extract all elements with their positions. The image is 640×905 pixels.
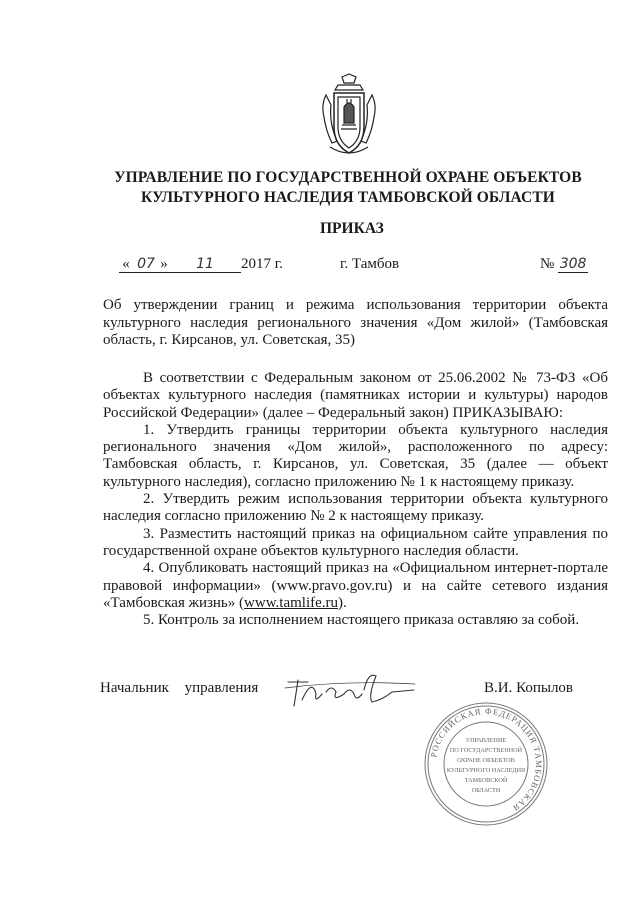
tamlife-link[interactable]: www.tamlife.ru	[244, 594, 339, 611]
tambov-coat-of-arms-icon	[320, 73, 378, 159]
signatory-name: В.И. Копылов	[484, 680, 574, 696]
signatory-position: Начальник управления	[100, 680, 259, 696]
date-open-quote: «	[119, 257, 133, 273]
agency-title-line-2: КУЛЬТУРНОГО НАСЛЕДИЯ ТАМБОВСКОЙ ОБЛАСТИ	[141, 189, 555, 206]
order-item-5: 5. Контроль за исполнением настоящего приказа оставляю за собой.	[143, 612, 580, 629]
order-item-4-text: 4. Опубликовать настоящий приказ на «Официальном интернет-портале правовой информации» (www.pravo.gov.ru) и на сайте сетевого издания «Тамбовская жизнь» (	[103, 560, 608, 611]
date-close-quote: »	[160, 256, 168, 272]
seal-line-6: ОБЛАСТИ	[471, 787, 501, 794]
order-number-value: 308	[559, 256, 587, 272]
seal-ring-text: РОССИЙСКАЯ ФЕДЕРАЦИЯ ТАМБОВСКАЯ	[428, 705, 545, 814]
date-year: 2017 г.	[241, 256, 283, 272]
order-item-4-end: ).	[338, 594, 347, 611]
official-seal	[422, 700, 550, 828]
date-day: 07	[133, 257, 159, 273]
agency-title	[98, 168, 598, 208]
order-date	[119, 256, 283, 273]
order-item-2: 2. Утвердить режим использования территории объекта культурного наследия согласно приложению № 2 к настоящему приказу.	[103, 491, 608, 525]
seal-line-4: КУЛЬТУРНОГО НАСЛЕДИЯ	[446, 767, 526, 774]
handwritten-signature	[280, 670, 430, 710]
agency-title-line-1: УПРАВЛЕНИЕ ПО ГОСУДАРСТВЕННОЙ ОХРАНЕ ОБЪЕКТОВ	[114, 169, 582, 186]
order-subject: Об утверждении границ и режима использования территории объекта культурного наследия регионального значения «Дом жилой» (Тамбовская область, г. Кирсанов, ул. Советская, 35)	[103, 297, 608, 348]
order-item-1: 1. Утвердить границы территории объекта культурного наследия регионального значения «Дом жилой», расположенного по адресу: Тамбовская область, г. Кирсанов, ул. Советская, 35 (далее — объект культурного наследия), согласно приложению № 1 к настоящему приказу.	[103, 421, 608, 490]
seal-line-5: ТАМБОВСКОЙ	[464, 777, 508, 784]
order-number-label: №	[540, 256, 555, 272]
order-preamble: В соответствии с Федеральным законом от 25.06.2002 № 73-ФЗ «Об объектах культурного наследия (памятниках истории и культуры) народов Российской Федерации» (далее – Федеральный закон) ПРИКАЗЫВАЮ:	[103, 370, 608, 421]
order-item-3: 3. Разместить настоящий приказ на официальном сайте управления по государственной охране объектов культурного наследия области.	[103, 525, 608, 559]
date-month: 11	[169, 257, 241, 273]
order-body	[103, 370, 608, 629]
order-number	[540, 256, 588, 273]
order-city: г. Тамбов	[340, 256, 400, 272]
order-item-4	[103, 560, 608, 612]
seal-line-1: УПРАВЛЕНИЕ	[465, 737, 507, 744]
document-type: ПРИКАЗ	[320, 220, 384, 237]
seal-line-3: ОХРАНЕ ОБЪЕКТОВ	[457, 757, 515, 764]
seal-line-2: ПО ГОСУДАРСТВЕННОЙ	[449, 747, 523, 754]
